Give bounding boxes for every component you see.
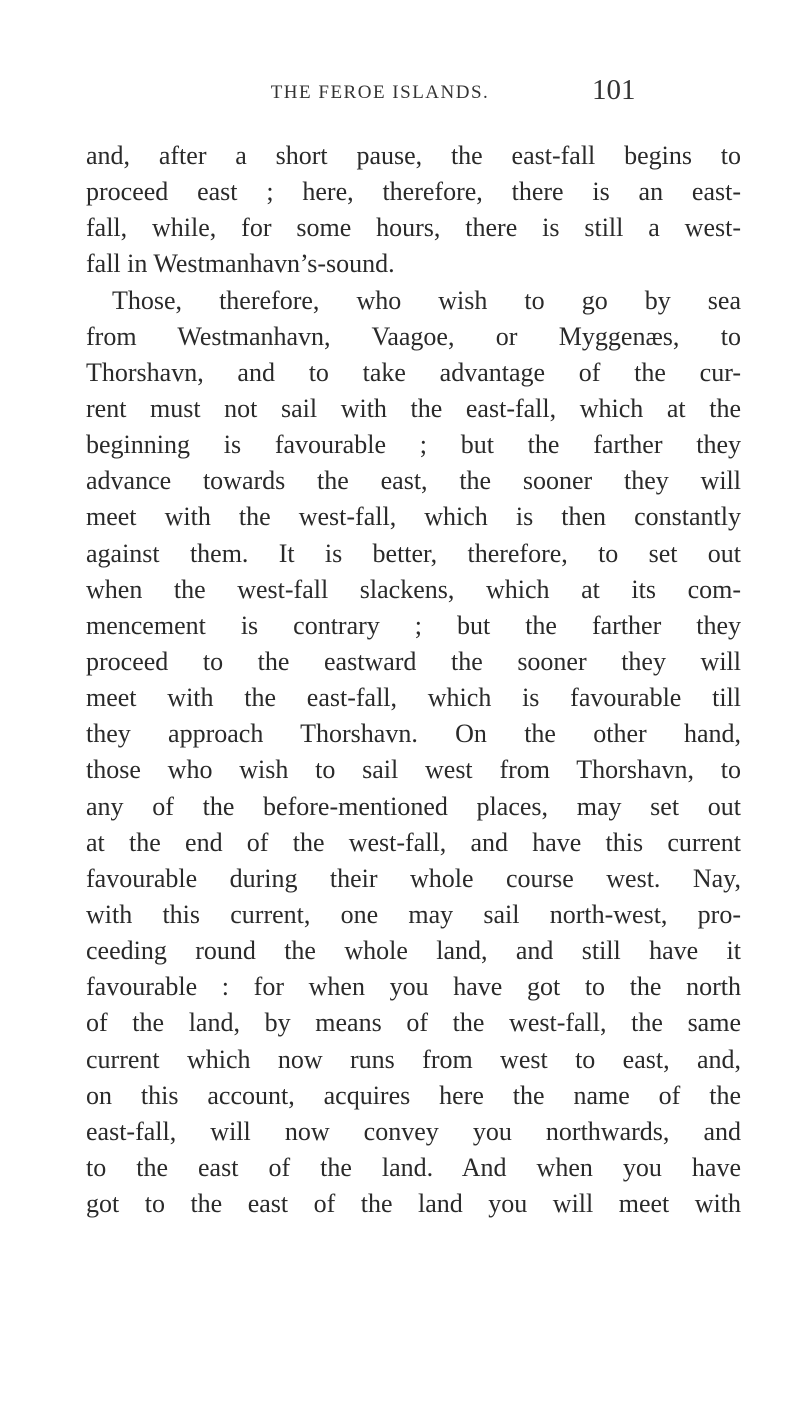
text-line: against them. It is better, therefore, to set out	[86, 538, 741, 568]
page-number: 101	[592, 74, 636, 106]
text-line: fall, while, for some hours, there is still a west-	[86, 213, 741, 243]
text-line: proceed to the eastward the sooner they will	[86, 646, 741, 676]
text-line: favourable : for when you have got to the north	[86, 972, 741, 1002]
text-line: mencement is contrary ; but the farther they	[86, 610, 741, 640]
text-line: on this account, acquires here the name of the	[86, 1080, 741, 1110]
text-line: with this current, one may sail north-west, pro-	[86, 899, 741, 929]
text-line: from Westmanhavn, Vaagoe, or Myggenæs, to	[86, 321, 741, 351]
body-text	[86, 138, 741, 1222]
text-line: Thorshavn, and to take advantage of the cur-	[86, 357, 741, 387]
text-line: those who wish to sail west from Thorshavn, to	[86, 755, 741, 785]
text-line: of the land, by means of the west-fall, the same	[86, 1008, 741, 1038]
text-line: Those, therefore, who wish to go by sea	[112, 285, 741, 315]
text-line: fall in Westmanhavn’s-sound.	[86, 249, 395, 279]
running-head: THE FEROE ISLANDS.	[270, 82, 490, 103]
text-line: rent must not sail with the east-fall, which at the	[86, 393, 741, 423]
text-line: got to the east of the land you will meet with	[86, 1189, 741, 1219]
text-line: meet with the west-fall, which is then constantly	[86, 502, 741, 532]
text-line: favourable during their whole course west. Nay,	[86, 863, 741, 893]
text-line: they approach Thorshavn. On the other hand,	[86, 719, 741, 749]
text-line: when the west-fall slackens, which at its com-	[86, 574, 741, 604]
text-line: meet with the east-fall, which is favourable till	[86, 683, 741, 713]
text-line: at the end of the west-fall, and have this current	[86, 827, 741, 857]
text-line: east-fall, will now convey you northwards, and	[86, 1116, 741, 1146]
text-line: proceed east ; here, therefore, there is an east-	[86, 177, 741, 207]
text-line: any of the before-mentioned places, may set out	[86, 791, 741, 821]
text-line: and, after a short pause, the east-fall begins to	[86, 141, 741, 170]
text-line: ceeding round the whole land, and still have it	[86, 936, 741, 966]
text-line: beginning is favourable ; but the farther they	[86, 430, 741, 460]
text-line: current which now runs from west to east, and,	[86, 1044, 741, 1074]
text-line: to the east of the land. And when you have	[86, 1152, 741, 1182]
text-line: advance towards the east, the sooner they will	[86, 466, 741, 496]
